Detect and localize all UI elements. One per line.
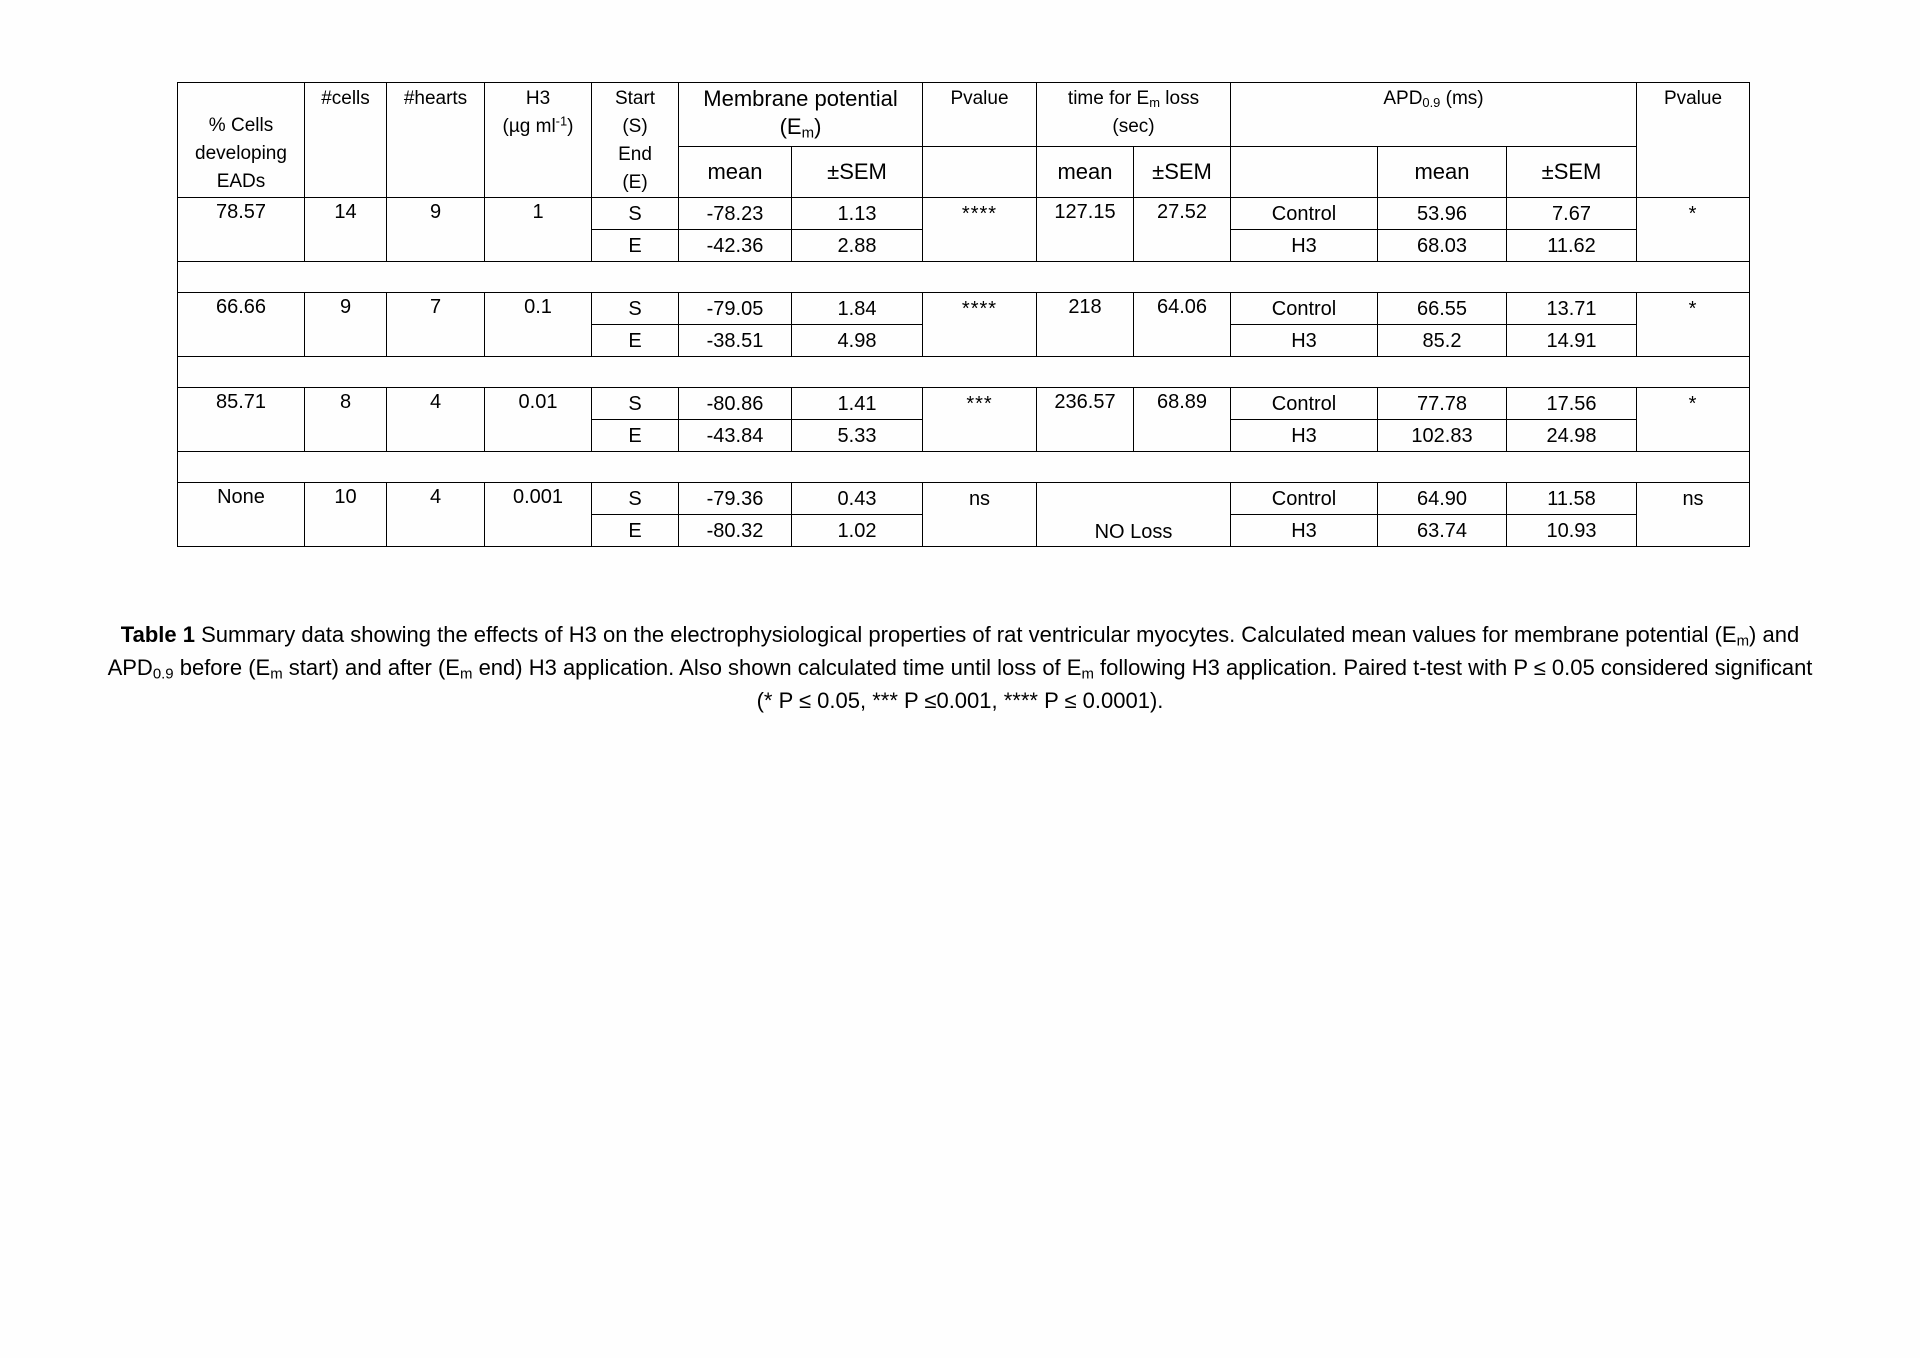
header-apd-sub: 0.9	[1422, 95, 1441, 111]
group-3-e-label: E	[592, 420, 679, 452]
group-2-treated-sem: 14.91	[1507, 325, 1637, 357]
group-1-s-label: S	[592, 198, 679, 230]
caption-sub-2: 0.9	[152, 665, 174, 683]
header-pct-cells-text: % Cells developing EADs	[195, 115, 287, 192]
group-3-treated-sem: 24.98	[1507, 420, 1637, 452]
group-4-pvalue: ns	[923, 483, 1037, 547]
group-4-time-noloss: NO Loss	[1037, 483, 1231, 547]
group-1-e-label: E	[592, 230, 679, 262]
group-2-treated-mean: 85.2	[1378, 325, 1507, 357]
header-apd-pre: APD	[1383, 88, 1423, 109]
spacer-row-2	[178, 357, 1750, 388]
header-start-end-line2: (S)	[622, 116, 648, 137]
group-3-pct: 85.71	[178, 388, 305, 452]
group-1-s-sem: 1.13	[792, 198, 923, 230]
group-3-time-sem: 68.89	[1134, 388, 1231, 452]
group-1-pct: 78.57	[178, 198, 305, 262]
group-1-control-label: Control	[1231, 198, 1378, 230]
group-3-time-mean: 236.57	[1037, 388, 1134, 452]
group-3-pvalue: ***	[923, 388, 1037, 452]
group-2-s-mean: -79.05	[679, 293, 792, 325]
header-start-end-line4: (E)	[622, 172, 648, 193]
header-pvalue-1: Pvalue	[923, 83, 1037, 147]
spacer-cell-1	[178, 262, 1750, 293]
header-mean-3: mean	[1378, 147, 1507, 198]
group-1-e-mean: -42.36	[679, 230, 792, 262]
group-3-h3: 0.01	[485, 388, 592, 452]
header-h3	[485, 83, 592, 198]
group-2-time-sem: 64.06	[1134, 293, 1231, 357]
group-2-control-mean: 66.55	[1378, 293, 1507, 325]
caption-text-6: following H3 application. Paired t-test with P ≤ 0.05 considered significant (* P ≤ 0.05, *** P ≤0.001, **** P ≤ 0.0001).	[756, 655, 1813, 713]
group-4-treated-label: H3	[1231, 515, 1378, 547]
spacer-row-3	[178, 452, 1750, 483]
caption-text-1: Summary data showing the effects of H3 on the electrophysiological properties of rat ventricular myocytes. Calculated mean values for membrane potential (E	[194, 622, 1737, 647]
summary-table	[177, 82, 1750, 547]
group-3-s-label: S	[592, 388, 679, 420]
header-membrane-post: )	[814, 114, 822, 139]
header-time-line1	[1037, 85, 1230, 113]
group-4-e-mean: -80.32	[679, 515, 792, 547]
caption-sub-4: m	[459, 665, 473, 683]
group-2-control-sem: 13.71	[1507, 293, 1637, 325]
caption-label: Table 1	[120, 622, 195, 647]
group-3-control-mean: 77.78	[1378, 388, 1507, 420]
header-membrane-potential	[679, 83, 923, 147]
group-1-control-mean: 53.96	[1378, 198, 1507, 230]
group-1-time-sem: 27.52	[1134, 198, 1231, 262]
caption-text-3: before (E	[173, 655, 271, 680]
group-4-cells: 10	[305, 483, 387, 547]
group-2-time-mean: 218	[1037, 293, 1134, 357]
header-apd	[1231, 83, 1637, 147]
group-2-pct: 66.66	[178, 293, 305, 357]
group-4-h3: 0.001	[485, 483, 592, 547]
group-2-treated-label: H3	[1231, 325, 1378, 357]
group-3-treated-mean: 102.83	[1378, 420, 1507, 452]
header-h3-unit-pre: (µg ml	[502, 116, 556, 137]
header-row-1	[178, 83, 1750, 147]
group-2-hearts: 7	[387, 293, 485, 357]
group-2-row-s	[178, 293, 1750, 325]
caption-sub-3: m	[270, 665, 283, 683]
header-pct-cells	[178, 83, 305, 198]
caption-text-4: start) and after (E	[282, 655, 460, 680]
group-4-s-mean: -79.36	[679, 483, 792, 515]
header-membrane-line1: Membrane potential	[703, 86, 898, 111]
header-sem-2: ±SEM	[1134, 147, 1231, 198]
group-1-time-mean: 127.15	[1037, 198, 1134, 262]
caption-sub-5: m	[1081, 665, 1094, 683]
group-4-treated-mean: 63.74	[1378, 515, 1507, 547]
table-caption	[98, 618, 1822, 717]
group-4-control-mean: 64.90	[1378, 483, 1507, 515]
group-4-control-sem: 11.58	[1507, 483, 1637, 515]
group-2-e-label: E	[592, 325, 679, 357]
group-3-s-sem: 1.41	[792, 388, 923, 420]
group-3-e-sem: 5.33	[792, 420, 923, 452]
spacer-cell-2	[178, 357, 1750, 388]
header-pvalue-1-blank	[923, 147, 1037, 198]
group-2-h3: 0.1	[485, 293, 592, 357]
group-3-treated-label: H3	[1231, 420, 1378, 452]
header-time-loss	[1037, 83, 1231, 147]
group-4-pct: None	[178, 483, 305, 547]
header-cells: #cells	[305, 83, 387, 198]
group-2-s-label: S	[592, 293, 679, 325]
summary-table-container	[177, 82, 1750, 547]
group-2-e-mean: -38.51	[679, 325, 792, 357]
group-3-apd-pvalue: *	[1637, 388, 1750, 452]
group-1-hearts: 9	[387, 198, 485, 262]
header-mean-2: mean	[1037, 147, 1134, 198]
header-start-end-line1: Start	[614, 88, 656, 109]
header-apd-post: (ms)	[1440, 88, 1484, 109]
header-h3-main: H3	[525, 88, 551, 109]
group-2-control-label: Control	[1231, 293, 1378, 325]
header-time-sub: m	[1149, 95, 1160, 111]
group-4-s-label: S	[592, 483, 679, 515]
group-4-hearts: 4	[387, 483, 485, 547]
group-3-control-sem: 17.56	[1507, 388, 1637, 420]
spacer-cell-3	[178, 452, 1750, 483]
header-start-end	[592, 83, 679, 198]
group-1-row-s	[178, 198, 1750, 230]
group-4-e-label: E	[592, 515, 679, 547]
header-sem-3: ±SEM	[1507, 147, 1637, 198]
group-3-hearts: 4	[387, 388, 485, 452]
header-pvalue-2: Pvalue	[1637, 83, 1750, 198]
caption-sub-1: m	[1736, 632, 1750, 650]
header-membrane-pre: (E	[779, 114, 802, 139]
group-2-cells: 9	[305, 293, 387, 357]
header-membrane-sub: m	[801, 124, 815, 142]
group-1-s-mean: -78.23	[679, 198, 792, 230]
group-3-control-label: Control	[1231, 388, 1378, 420]
group-1-pvalue: ****	[923, 198, 1037, 262]
header-h3-unit-sup: -1	[555, 113, 568, 129]
header-time-line2: (sec)	[1112, 116, 1155, 137]
group-3-s-mean: -80.86	[679, 388, 792, 420]
group-1-treated-sem: 11.62	[1507, 230, 1637, 262]
group-1-h3: 1	[485, 198, 592, 262]
group-2-s-sem: 1.84	[792, 293, 923, 325]
caption-text-5: end) H3 application. Also shown calculated time until loss of E	[472, 655, 1082, 680]
header-time-post: loss	[1160, 88, 1200, 109]
group-1-treated-mean: 68.03	[1378, 230, 1507, 262]
header-h3-unit	[485, 113, 591, 141]
group-2-apd-pvalue: *	[1637, 293, 1750, 357]
header-apd-blank	[1231, 147, 1378, 198]
header-mean-1: mean	[679, 147, 792, 198]
header-time-pre: time for E	[1067, 88, 1150, 109]
group-1-control-sem: 7.67	[1507, 198, 1637, 230]
group-1-e-sem: 2.88	[792, 230, 923, 262]
header-h3-unit-post: )	[567, 116, 574, 137]
header-start-end-line3: End	[618, 144, 652, 165]
group-4-s-sem: 0.43	[792, 483, 923, 515]
group-3-row-s	[178, 388, 1750, 420]
group-3-e-mean: -43.84	[679, 420, 792, 452]
header-hearts: #hearts	[387, 83, 485, 198]
spacer-row-1	[178, 262, 1750, 293]
group-3-cells: 8	[305, 388, 387, 452]
group-4-control-label: Control	[1231, 483, 1378, 515]
header-membrane-line2	[679, 113, 922, 141]
header-sem-1: ±SEM	[792, 147, 923, 198]
group-4-e-sem: 1.02	[792, 515, 923, 547]
group-4-treated-sem: 10.93	[1507, 515, 1637, 547]
group-2-e-sem: 4.98	[792, 325, 923, 357]
group-2-pvalue: ****	[923, 293, 1037, 357]
group-4-apd-pvalue: ns	[1637, 483, 1750, 547]
group-1-apd-pvalue: *	[1637, 198, 1750, 262]
caption-text-2: ) and APD	[107, 622, 1800, 680]
group-4-row-s	[178, 483, 1750, 515]
group-1-cells: 14	[305, 198, 387, 262]
group-1-treated-label: H3	[1231, 230, 1378, 262]
